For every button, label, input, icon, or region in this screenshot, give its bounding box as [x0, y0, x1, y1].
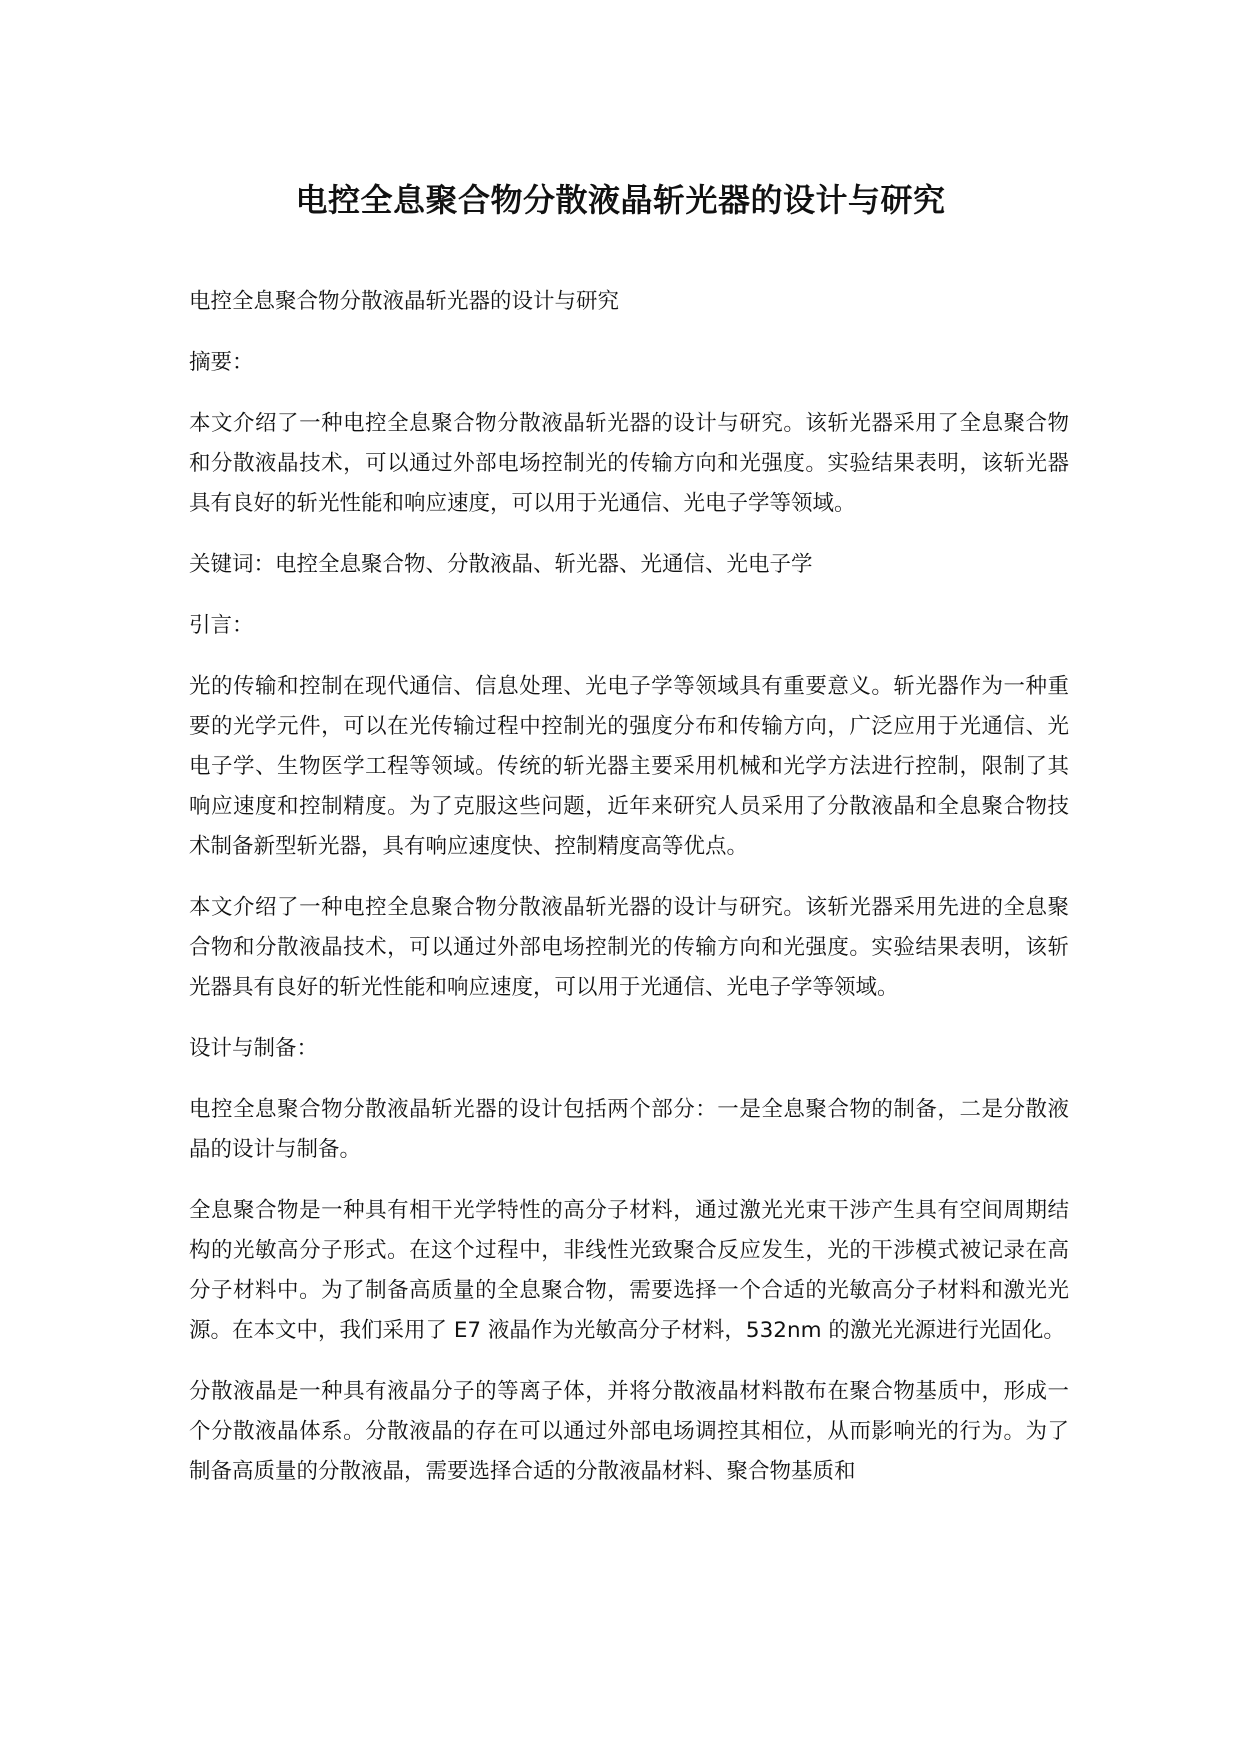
design-paragraph-3: 分散液晶是一种具有液晶分子的等离子体，并将分散液晶材料散布在聚合物基质中，形成一个分散液晶体系。分散液晶的存在可以通过外部电场调控其相位，从而影响光的行为。为了制备高质量的分散液晶，需要选择合适的分散液晶材料、聚合物基质和: [189, 1379, 1069, 1484]
introduction-paragraph-1: 光的传输和控制在现代通信、信息处理、光电子学等领域具有重要意义。斩光器作为一种重要的光学元件，可以在光传输过程中控制光的强度分布和传输方向，广泛应用于光通信、光电子学、生物医学工程等领域。传统的斩光器主要采用机械和光学方法进行控制，限制了其响应速度和控制精度。为了克服这些问题，近年来研究人员采用了分散液晶和全息聚合物技术制备新型斩光器，具有响应速度快、控制精度高等优点。: [189, 674, 1069, 859]
document-body: [189, 282, 1069, 1513]
abstract-paragraph: 本文介绍了一种电控全息聚合物分散液晶斩光器的设计与研究。该斩光器采用了全息聚合物和分散液晶技术，可以通过外部电场控制光的传输方向和光强度。实验结果表明，该斩光器具有良好的斩光性能和响应速度，可以用于光通信、光电子学等领域。: [189, 411, 1069, 516]
design-paragraph-1: 电控全息聚合物分散液晶斩光器的设计包括两个部分：一是全息聚合物的制备，二是分散液晶的设计与制备。: [189, 1097, 1069, 1162]
subtitle-paragraph: 电控全息聚合物分散液晶斩光器的设计与研究: [189, 289, 620, 314]
introduction-paragraph-2: 本文介绍了一种电控全息聚合物分散液晶斩光器的设计与研究。该斩光器采用先进的全息聚合物和分散液晶技术，可以通过外部电场控制光的传输方向和光强度。实验结果表明，该斩光器具有良好的斩光性能和响应速度，可以用于光通信、光电子学等领域。: [189, 895, 1069, 1000]
abstract-heading: 摘要：: [189, 350, 254, 375]
keywords-paragraph: 关键词：电控全息聚合物、分散液晶、斩光器、光通信、光电子学: [189, 552, 813, 577]
document-title: 电控全息聚合物分散液晶斩光器的设计与研究: [295, 181, 946, 219]
introduction-heading: 引言：: [189, 613, 254, 638]
design-heading: 设计与制备：: [189, 1036, 319, 1061]
design-paragraph-2: 全息聚合物是一种具有相干光学特性的高分子材料，通过激光光束干涉产生具有空间周期结构的光敏高分子形式。在这个过程中，非线性光致聚合反应发生，光的干涉模式被记录在高分子材料中。为了制备高质量的全息聚合物，需要选择一个合适的光敏高分子材料和激光光源。在本文中，我们采用了 E7 液晶作为光敏高分子材料，532nm 的激光光源进行光固化。: [189, 1198, 1069, 1343]
